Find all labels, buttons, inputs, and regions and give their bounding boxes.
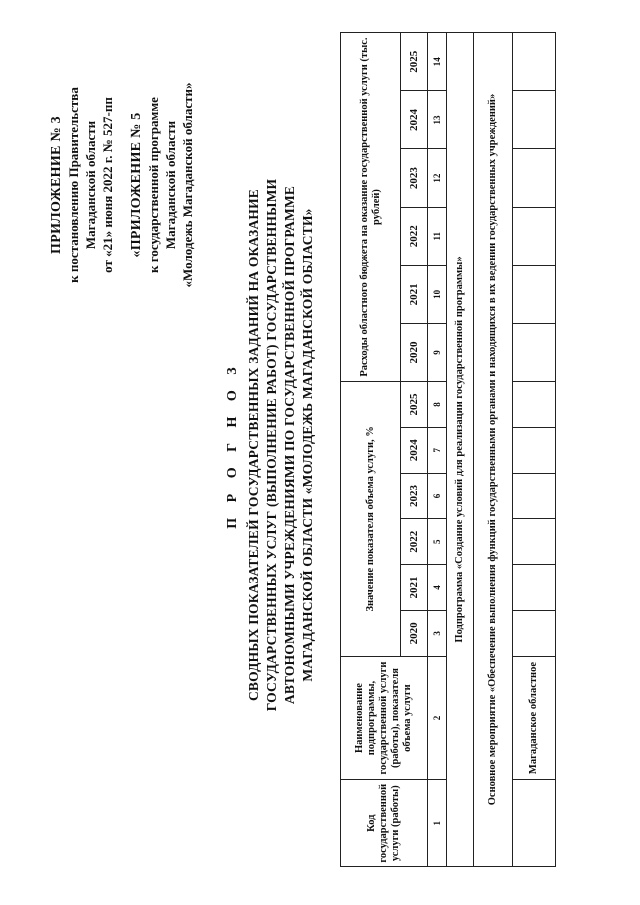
sub-appendix-title: «ПРИЛОЖЕНИЕ № 5 <box>129 112 144 258</box>
volume-year: 2025 <box>401 382 428 428</box>
expense-year: 2025 <box>401 33 428 91</box>
table-cell <box>513 519 556 565</box>
appendix-header <box>48 35 196 335</box>
table-cell <box>513 33 556 91</box>
appendix-title: ПРИЛОЖЕНИЕ № 3 <box>49 116 64 254</box>
sub-appendix-line-3: «Молодежь Магаданской области» <box>180 82 195 288</box>
subprogram-label: Подпрограмма «Создание условий для реализации государственной программы» <box>447 33 474 867</box>
column-number: 6 <box>428 473 447 519</box>
expense-year: 2021 <box>401 265 428 323</box>
expense-year: 2023 <box>401 149 428 207</box>
table-cell <box>513 265 556 323</box>
document-title <box>225 165 317 725</box>
column-number: 5 <box>428 519 447 565</box>
sub-appendix-line-1: к государственной программе <box>146 97 161 273</box>
row-name-cell: Магаданское областное <box>513 656 556 780</box>
column-number-row <box>428 33 447 867</box>
column-number: 14 <box>428 33 447 91</box>
main-activity-label: Основное мероприятие «Обеспечение выполнения функций государственными органами и находящихся в их ведении государственных учреждений» <box>474 33 513 867</box>
table-header-row <box>341 33 401 867</box>
volume-year: 2023 <box>401 473 428 519</box>
column-number: 1 <box>428 780 447 867</box>
column-number: 3 <box>428 610 447 656</box>
appendix-line-2: Магаданской области <box>83 120 98 250</box>
title-line-4: МАГАДАНСКОЙ ОБЛАСТИ «МОЛОДЕЖЬ МАГАДАНСКОЙ ОБЛАСТИ» <box>300 208 315 682</box>
volume-year: 2021 <box>401 565 428 611</box>
column-number: 13 <box>428 91 447 149</box>
expense-year: 2024 <box>401 91 428 149</box>
sub-appendix-line-2: Магаданской области <box>163 120 178 250</box>
header-code: Код государственной услуги (работы) <box>341 780 428 867</box>
title-line-1: СВОДНЫХ ПОКАЗАТЕЛЕЙ ГОСУДАРСТВЕННЫХ ЗАДАНИЙ НА ОКАЗАНИЕ <box>246 188 261 702</box>
column-number: 4 <box>428 565 447 611</box>
table-cell <box>513 382 556 428</box>
column-number: 10 <box>428 265 447 323</box>
table-cell <box>513 91 556 149</box>
table-cell <box>513 780 556 867</box>
subprogram-row <box>447 33 474 867</box>
expense-year: 2022 <box>401 207 428 265</box>
forecast-table <box>340 32 556 867</box>
column-number: 8 <box>428 382 447 428</box>
table-cell <box>513 207 556 265</box>
expense-year: 2020 <box>401 323 428 381</box>
title-spaced: П Р О Г Н О З <box>225 361 240 529</box>
volume-year: 2022 <box>401 519 428 565</box>
table-row <box>513 33 556 867</box>
table-cell <box>513 149 556 207</box>
table-cell <box>513 610 556 656</box>
volume-year: 2024 <box>401 427 428 473</box>
table-cell <box>513 323 556 381</box>
appendix-line-1: к постановлению Правительства <box>66 87 81 283</box>
title-line-3: АВТОНОМНЫМИ УЧРЕЖДЕНИЯМИ ПО ГОСУДАРСТВЕННОЙ ПРОГРАММЕ <box>282 185 297 705</box>
appendix-line-3: от «21» июня 2022 г. № 527-пп <box>100 97 115 273</box>
table-cell <box>513 473 556 519</box>
column-number: 9 <box>428 323 447 381</box>
column-number: 7 <box>428 427 447 473</box>
table-cell <box>513 565 556 611</box>
header-volume-group: Значение показателя объема услуги, % <box>341 382 401 657</box>
column-number: 2 <box>428 656 447 780</box>
main-activity-row <box>474 33 513 867</box>
volume-year: 2020 <box>401 610 428 656</box>
header-name: Наименование подпрограммы, государственной услуги (работы), показателя объема услуги <box>341 656 428 780</box>
column-number: 12 <box>428 149 447 207</box>
table-cell <box>513 427 556 473</box>
header-expense-group: Расходы областного бюджета на оказание государственной услуги (тыс. рублей) <box>341 33 401 382</box>
title-line-2: ГОСУДАРСТВЕННЫХ УСЛУГ (ВЫПОЛНЕНИЕ РАБОТ) ГОСУДАРСТВЕННЫМИ <box>264 178 279 712</box>
column-number: 11 <box>428 207 447 265</box>
